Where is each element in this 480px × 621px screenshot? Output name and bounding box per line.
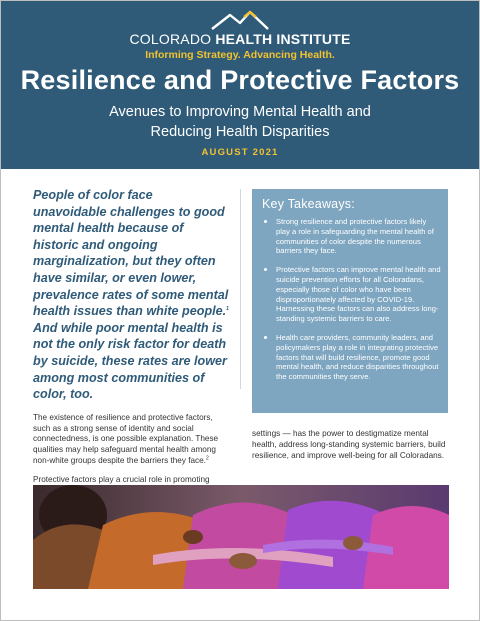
key-takeaways-list [262,217,442,391]
lead-paragraph: People of color face unavoidable challenges to good mental health because of historic and ongoing marginalization, but they often have similar, or even lower, prevalence rates of some mental health issues than white people.$^1$ And while poor mental health is not the only risk factor for death by suicide, these rates are lower among most communities of color, too. [33,188,229,402]
publication-date: AUGUST 2021 [201,147,279,158]
page-subtitle [1,102,479,142]
footnote-ref: 2 [205,455,209,462]
key-takeaways-box [252,189,448,413]
key-takeaways-title: Key Takeaways: [262,197,355,211]
list-item: Health care providers, community leaders, and policymakers play a role in integrating protective factors that will build resilience, promote good mental health, and reduce disparities throughout the communities they serve. [262,333,442,382]
subtitle-line-2: Reducing Health Disparities [150,124,330,140]
mountain-logo-icon [210,9,270,31]
body-paragraph-continued: settings — has the power to destigmatize mental health, address long-standing systemic barriers, build resilience, and improve well-being for all Coloradans. [252,429,446,460]
subtitle-line-1: Avenues to Improving Mental Health and [109,104,371,120]
bullet-icon [264,220,267,223]
photo-people-embracing [33,485,449,589]
list-item: Protective factors can improve mental health and suicide prevention efforts for all Coloradans, especially those of color who have been disproportionately affected by COVID-19. Harnessing these factors can also address long-standing systemic barriers to care. [262,265,442,324]
body-paragraph-2: Protective factors play a crucial role in promoting [33,474,210,484]
org-name: COLORADO HEALTH INSTITUTE [129,31,351,47]
footnote-ref: 1 [226,305,229,312]
photo-illustration [33,485,449,589]
column-divider [240,189,241,389]
org-tagline: Informing Strategy. Advancing Health. [145,49,335,61]
bullet-icon [264,336,267,339]
org-logo [1,9,479,61]
body-paragraph-1: The existence of resilience and protective factors, such as a strong sense of identity and social connectedness, is one possible explanation. These qualities may help safeguard mental health among non-white groups despite the barriers they face.$^2$ [33,412,219,465]
list-item: Strong resilience and protective factors likely play a role in safeguarding the mental health of communities of color despite the numerous barriers they face. [262,217,442,256]
bullet-icon [264,268,267,271]
page-title: Resilience and Protective Factors [20,65,460,95]
header-banner [1,1,479,169]
